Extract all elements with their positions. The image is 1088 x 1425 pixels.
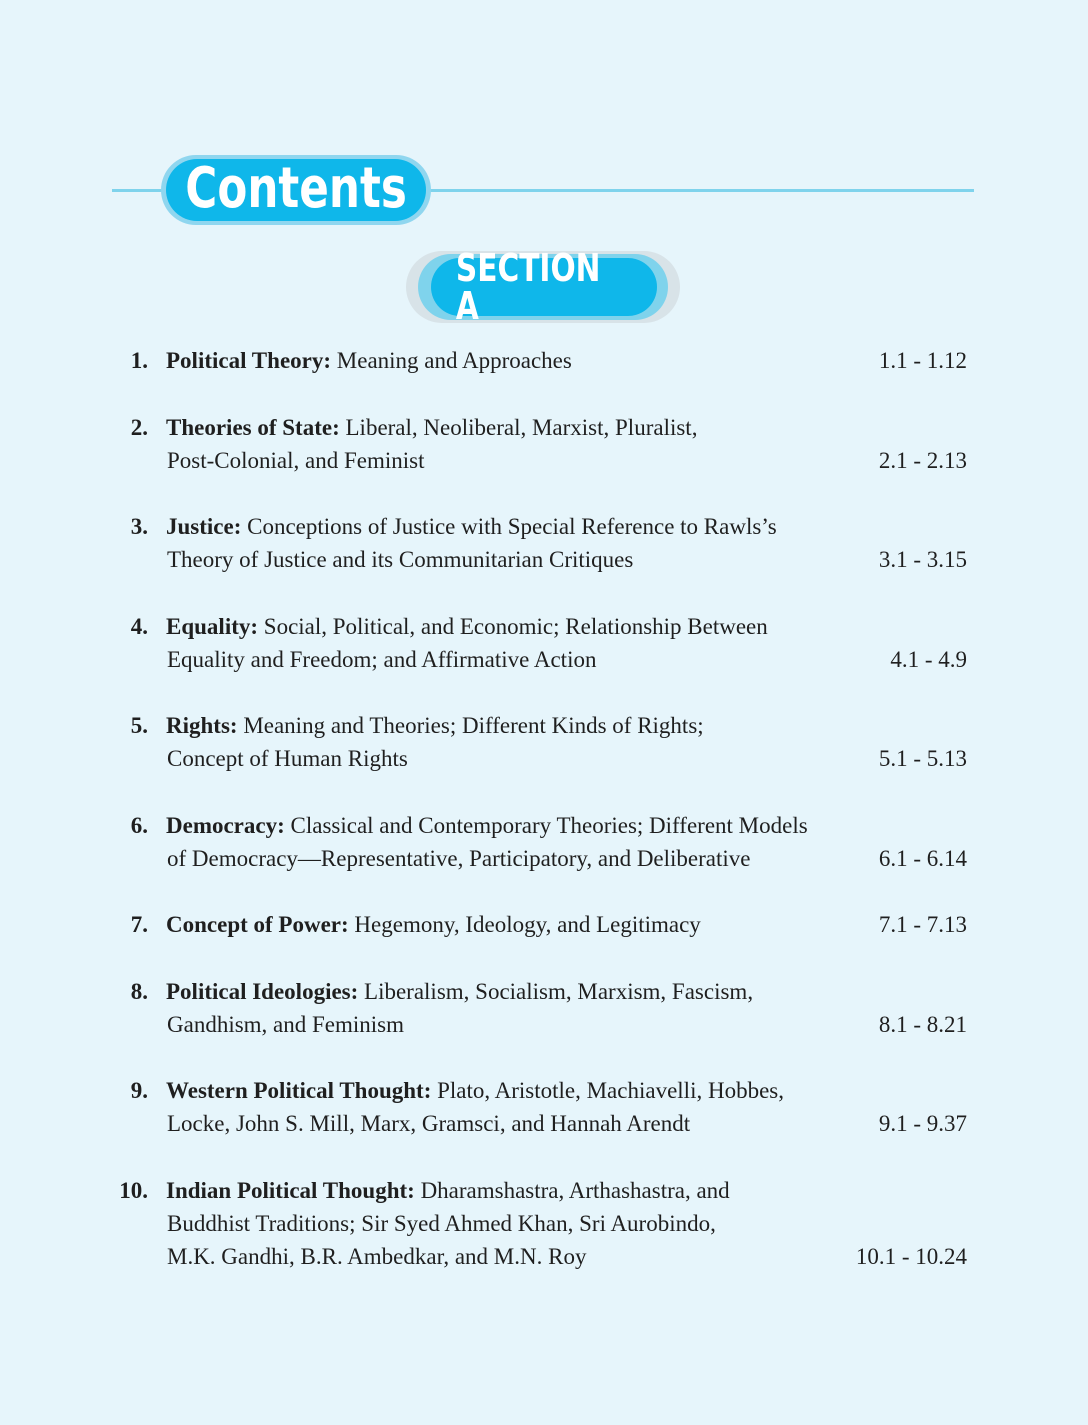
toc-entry-pages: 1.1 - 1.12 xyxy=(878,348,967,373)
toc-entry-pages: 10.1 - 10.24 xyxy=(855,1244,967,1269)
toc-entry-line: of Democracy—Representative, Participatory, and Deliberative xyxy=(167,846,751,871)
toc-entry-number: 6. xyxy=(130,813,148,838)
toc-entry-line: Buddhist Traditions; Sir Syed Ahmed Khan, Sri Aurobindo, xyxy=(167,1211,716,1236)
toc-entry-description: Conceptions of Justice with Special Reference to Rawls’s xyxy=(241,514,777,539)
toc-entry-heading: Justice: xyxy=(166,514,242,539)
toc-entry-heading: Concept of Power: xyxy=(166,912,349,937)
toc-entry-number: 7. xyxy=(130,912,148,937)
toc-entry-pages: 8.1 - 8.21 xyxy=(878,1012,967,1037)
toc-entry-line xyxy=(166,809,846,842)
toc-entry-line: Post-Colonial, and Feminist xyxy=(167,448,425,473)
toc-entry-description: Social, Political, and Economic; Relationship Between xyxy=(258,614,768,639)
toc-entry-number: 10. xyxy=(119,1178,148,1203)
toc-entry-pages: 5.1 - 5.13 xyxy=(878,746,967,771)
toc-entry-description: Dharamshastra, Arthashastra, and xyxy=(414,1178,730,1203)
title-pill xyxy=(166,156,426,221)
toc-entry-text xyxy=(166,510,846,576)
toc-entry-description: Meaning and Theories; Different Kinds of Rights; xyxy=(237,713,704,738)
toc-entry-number: 3. xyxy=(130,514,148,539)
toc-entry-line: Equality and Freedom; and Affirmative Action xyxy=(167,647,597,672)
toc-entry-pages: 7.1 - 7.13 xyxy=(878,912,967,937)
toc-entry-pages: 3.1 - 3.15 xyxy=(878,547,967,572)
toc-entry-text xyxy=(166,610,846,676)
toc-entry-number: 9. xyxy=(130,1078,148,1103)
toc-entry-description: Meaning and Approaches xyxy=(331,348,572,373)
toc-entry-heading: Theories of State: xyxy=(166,415,340,440)
toc-entry-heading: Western Political Thought: xyxy=(166,1078,432,1103)
toc-entry-number: 8. xyxy=(130,979,148,1004)
toc-entry-text xyxy=(166,411,846,477)
toc-entry-description: Classical and Contemporary Theories; Different Models xyxy=(284,813,808,838)
toc-entry-number: 4. xyxy=(130,614,148,639)
toc-entry-heading: Political Ideologies: xyxy=(166,979,359,1004)
toc-entry-line: Locke, John S. Mill, Marx, Gramsci, and Hannah Arendt xyxy=(167,1111,691,1136)
toc-entry-number: 2. xyxy=(130,415,148,440)
toc-entry-line: Gandhism, and Feminism xyxy=(167,1012,405,1037)
toc-entry-heading: Democracy: xyxy=(166,813,285,838)
toc-entry-line: Theory of Justice and its Communitarian Critiques xyxy=(167,547,634,572)
toc-entry-text xyxy=(166,1074,846,1140)
toc-entry-line xyxy=(166,411,846,444)
toc-entry-line xyxy=(166,344,846,377)
toc-entry-heading: Political Theory: xyxy=(166,348,332,373)
toc-entry-pages: 9.1 - 9.37 xyxy=(878,1111,967,1136)
toc-entry-line xyxy=(166,709,846,742)
toc-entry-text xyxy=(166,1174,846,1273)
section-label: SECTION A xyxy=(455,246,601,328)
toc-entry-number: 1. xyxy=(130,348,148,373)
toc-entry-text xyxy=(166,809,846,875)
toc-entry-line xyxy=(166,510,846,543)
toc-entry-line: M.K. Gandhi, B.R. Ambedkar, and M.N. Roy xyxy=(167,1244,587,1269)
toc-entry-heading: Rights: xyxy=(166,713,238,738)
toc-entry-line xyxy=(166,975,846,1008)
toc-entry-number: 5. xyxy=(130,713,148,738)
toc-entry-heading: Equality: xyxy=(166,614,259,639)
toc-entry-text xyxy=(166,908,846,941)
toc-entry-text xyxy=(166,975,846,1041)
toc-entry-description: Hegemony, Ideology, and Legitimacy xyxy=(348,912,701,937)
page-title: Contents xyxy=(185,156,407,221)
toc-entry-description: Liberalism, Socialism, Marxism, Fascism, xyxy=(358,979,754,1004)
toc-entry-text xyxy=(166,344,846,377)
toc-entry-heading: Indian Political Thought: xyxy=(166,1178,415,1203)
toc-entry-pages: 2.1 - 2.13 xyxy=(878,448,967,473)
toc-entry-pages: 6.1 - 6.14 xyxy=(878,846,967,871)
toc-entry-line xyxy=(166,1174,846,1207)
toc-entry-line xyxy=(166,610,846,643)
toc-entry-line xyxy=(166,908,846,941)
toc-entry-pages: 4.1 - 4.9 xyxy=(890,647,967,672)
toc-entry-description: Liberal, Neoliberal, Marxist, Pluralist, xyxy=(339,415,698,440)
toc-entry-text xyxy=(166,709,846,775)
toc-entry-line xyxy=(166,1074,846,1107)
section-pill xyxy=(431,246,657,328)
toc-entry-description: Plato, Aristotle, Machiavelli, Hobbes, xyxy=(431,1078,784,1103)
toc-entry-line: Concept of Human Rights xyxy=(167,746,408,771)
